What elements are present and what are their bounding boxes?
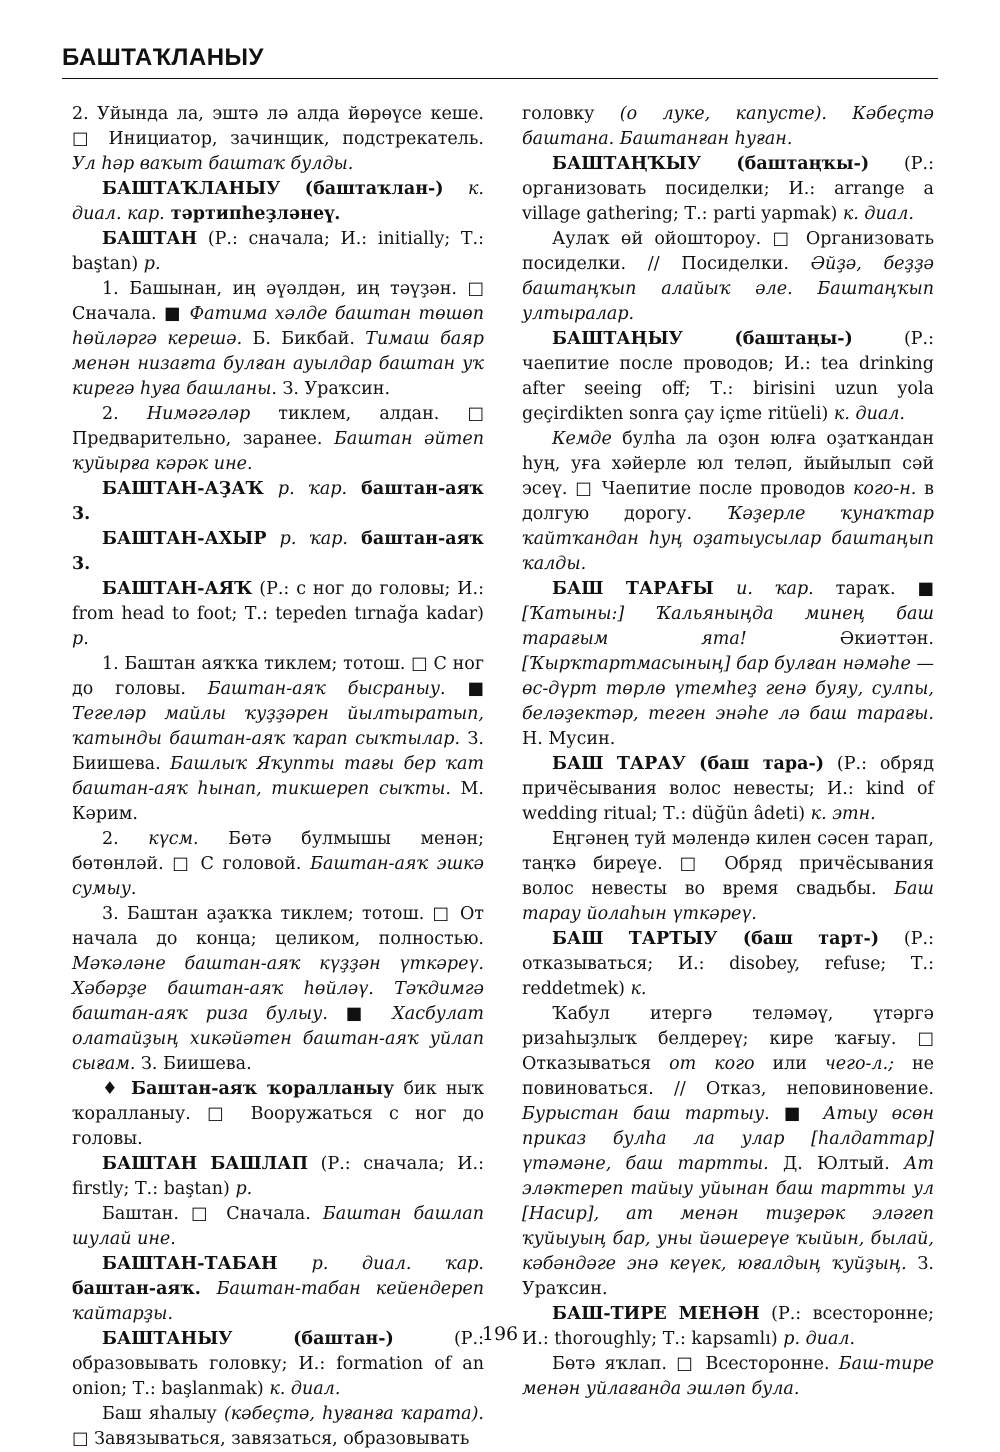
dictionary-entry: БАШ ТАРАУ (баш тара-) (Р.: обряд причёсывания волос невесты; И.: kind of wedding ritual; Т.: düğün âdeti) к. этн. — [522, 754, 934, 824]
headword: БАШТАН-ТАБАН — [102, 1254, 312, 1274]
headword: БАШТАНЫУ (баштан-) — [102, 1329, 394, 1349]
dictionary-entry: БАШТАНЫУ (баштан-) (Р.: образовывать головку; И.: formation of an onion; Т.: başlanmak) к. диал. — [72, 1329, 485, 1399]
headword: БАШТАҠЛАНЫУ (баштаҡлан-) — [102, 179, 468, 199]
entry-sense: Ҡабул итергә теләмәү, үтәргә ризаһыҙлыҡ белдереү; кире ҡағыу. □ Отказываться от кого или чего-л.; не повиноваться. // Отказ, неповиновение. Бурыстан баш тартыу. ■ Атыу өсөн приказ булһа ла улар [һалдаттар] үтәмәне, баш тартты. Д. Юлтый. Ат эләктереп тайыу уйынан баш тартты ул [Насир], ат менән тиҙерәк эләгеп ҡуйыуың бар, уны йәшереүе ҡыйын, былай, кәбәндәге энә кеүек, юғалдың ҡуйҙың. З. Ураҡсин. — [522, 1004, 934, 1299]
dictionary-entry: БАШТАН-АҘАҠ р. ҡар. баштан-аяҡ 3. — [72, 479, 484, 524]
headword: БАШ-ТИРЕ МЕНӘН — [552, 1304, 760, 1324]
headword: БАШТАҢҠЫУ (баштаңҡы-) — [552, 154, 870, 174]
dictionary-entry: БАШТАН-АЯҠ (Р.: с ног до головы; И.: from head to foot; Т.: tepeden tırnağa kadar) р. — [72, 579, 484, 649]
headword: БАШ ТАРТЫУ (баш тарт-) — [552, 929, 880, 949]
right-column — [522, 102, 934, 1402]
entry-sense: 3. Баштан аҙаҡҡа тиклем; тотош. □ От начала до конца; целиком, полностью. Мәҡәләне баштан-аяҡ күҙҙән үткәреү. Хәбәрҙе баштан-аяҡ һөйләү. Тәҡдимгә баштан-аяҡ риза булыу. ■ Хасбулат олатайҙың хикәйәтен баштан-аяҡ уйлап сығам. З. Биишева. — [72, 904, 484, 1074]
dictionary-entry: БАШТАҢЫУ (баштаңы-) (Р.: чаепитие после проводов; И.: tea drinking after seeing off; Т.: birisini uzun yola geçirdikten sonra çay içme ritüeli) к. диал. — [522, 329, 935, 424]
headword: БАШТАН-АҘАҠ — [102, 479, 278, 499]
headword: БАШТАН-АЯҠ — [102, 579, 253, 599]
dictionary-entry: БАШТАН (Р.: сначала; И.: initially; Т.: baştan) р. — [72, 229, 484, 274]
dictionary-entry: БАШ ТАРАҒЫ и. ҡар. тараҡ. ■ [Ҡатыны:] Ҡальяныңда минең баш тарағым ята! Әкиәттән. [Ҡырҡтартмасының] бар булған нәмәһе — өс-дүрт төрлө үтемһеҙ генә буяу, сулпы, беләҙектәр, теген энәһе лә баш тарағы. Н. Мусин. — [522, 579, 934, 749]
dictionary-entry: БАШТАҢҠЫУ (баштаңҡы-) (Р.: организовать посиделки; И.: arrange a village gathering; Т.: parti yapmak) к. диал. — [522, 154, 935, 224]
entry-sense: Еңгәнең туй мәлендә килен сәсен тарап, таңҡә биреүе. □ Обряд причёсывания волос невесты во время свадьбы. Баш тарау йолаһын үткәреү. — [522, 829, 934, 924]
dictionary-entry: БАШ-ТИРЕ МЕНӘН (Р.: всесторонне; И.: thoroughly; Т.: kapsamlı) р. диал. — [522, 1304, 934, 1349]
entry-sense: 2. күсм. Бөтә булмышы менән; бөтөнләй. □ С головой. Баштан-аяҡ эшкә сумыу. — [72, 829, 484, 899]
entry-sense: Кемде булһа ла оҙон юлға оҙатҡандан һуң, уға хәйерле юл теләп, йыйылып сәй эсеү. □ Чаепитие после проводов кого-н. в долгую дорогу. Ҡәҙерле ҡунаҡтар ҡайтҡандан һуң оҙатыусылар баштаңып ҡалды. — [522, 429, 934, 574]
left-column — [72, 102, 484, 1452]
running-head: БАШТАҠЛАНЫУ — [62, 44, 264, 71]
headword: БАШ ТАРАҒЫ — [552, 579, 737, 599]
entry-sense: 2. Уйында ла, эштә лә алда йөрөүсе кеше. □ Инициатор, зачинщик, подстрекатель. Ул һәр ваҡыт баштаҡ булды. — [72, 104, 484, 174]
dictionary-entry: БАШТАН-АХЫР р. ҡар. баштан-аяҡ 3. — [72, 529, 484, 574]
idiom-entry: ♦ Баштан-аяҡ ҡоралланыу бик ныҡ ҡоралланыу. □ Вооружаться с ног до головы. — [72, 1079, 485, 1149]
dictionary-entry: БАШТАН БАШЛАП (Р.: сначала; И.: firstly; Т.: baştan) р. — [72, 1154, 484, 1199]
headword: БАШТАН-АХЫР — [102, 529, 280, 549]
dictionary-entry: БАШ ТАРТЫУ (баш тарт-) (Р.: отказываться; И.: disobey, refuse; Т.: reddetmek) к. — [522, 929, 934, 999]
idiom-headword: ♦ Баштан-аяҡ ҡоралланыу — [102, 1079, 395, 1099]
entry-sense: Аулаҡ өй ойоштороу. □ Организовать посиделки. // Посиделки. Әйҙә, беҙҙә баштаңҡып алайыҡ әле. Баштаңҡып ултыралар. — [522, 229, 934, 324]
headword: БАШТАҢЫУ (баштаңы-) — [552, 329, 853, 349]
entry-sense: Баштан. □ Сначала. Баштан башлап шулай ине. — [72, 1204, 484, 1249]
header-rule — [62, 78, 938, 79]
entry-sense: 1. Башынан, иң әүәлдән, иң тәүҙән. □ Сначала. ■ Фатима хәлде баштан төшөп һөйләргә керешә. Б. Бикбай. Тимаш баяр менән низағта булған ауылдар баштан уҡ кирегә һуға башланы. З. Ураҡсин. — [72, 279, 485, 399]
entry-sense: Баш яһалыу (кәбеҫтә, һуғанға ҡарата). □ Завязываться, завязаться, образовывать — [72, 1404, 484, 1449]
entry-sense: головку (о луке, капусте). Кәбеҫтә баштана. Баштанған һуған. — [522, 104, 934, 149]
headword: БАШТАН БАШЛАП — [102, 1154, 309, 1174]
entry-sense: 1. Баштан аяҡҡа тиклем; тотош. □ С ног до головы. Баштан-аяҡ бысраныу. ■ Тегеләр майлы ҡуҙҙәрен йылтыратып, ҡатынды баштан-аяҡ ҡарап сыҡтылар. З. Биишева. Башлыҡ Яҡупты тағы бер ҡат баштан-аяҡ һынап, тикшереп сыҡты. М. Кәрим. — [72, 654, 484, 824]
dictionary-entry: БАШТАҠЛАНЫУ (баштаҡлан-) к. диал. кар. тәртипһеҙләнеү. — [72, 179, 484, 224]
entry-sense: 2. Нимәгәләр тиклем, алдан. □ Предварительно, заранее. Баштан әйтеп ҡуйырға кәрәк ине. — [72, 404, 485, 474]
headword: БАШ ТАРАУ (баш тара-) — [552, 754, 825, 774]
headword: БАШТАН — [102, 229, 198, 249]
entry-sense: Бөтә яҡлап. □ Всесторонне. Баш-тире менән уйлағанда эшләп була. — [522, 1354, 934, 1399]
dictionary-entry: БАШТАН-ТАБАН р. диал. ҡар. баштан-аяҡ. Баштан-табан кейендереп ҡайтарҙы. — [72, 1254, 484, 1324]
page-number: 196 — [481, 1323, 519, 1345]
